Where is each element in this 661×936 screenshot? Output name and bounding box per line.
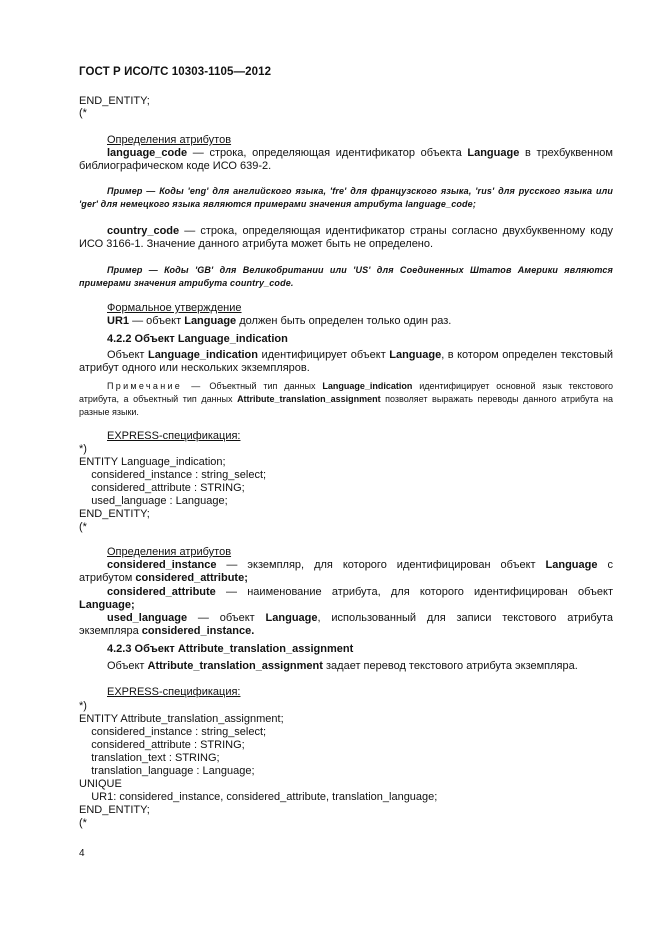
code-line: END_ENTITY; bbox=[79, 508, 150, 520]
definition-text: экземпляр, для которого идентифицирован объект bbox=[247, 559, 546, 571]
dash: — bbox=[216, 559, 248, 571]
code-line: (* bbox=[79, 521, 87, 533]
attr-name: used_language bbox=[107, 612, 188, 624]
code-line: translation_text : STRING; bbox=[79, 752, 220, 764]
attr-name: considered_attribute bbox=[107, 586, 216, 598]
entity-name: Language; bbox=[79, 599, 135, 611]
code-line: ENTITY Language_indication; bbox=[79, 456, 226, 468]
definition-text: в трехбуквенном библиографическом коде ИСО 639-2. bbox=[79, 147, 613, 172]
express-code-block-2 bbox=[79, 700, 437, 830]
dash: — bbox=[215, 586, 248, 598]
formal-statement-heading: Формальное утверждение bbox=[107, 302, 242, 314]
dash: — bbox=[187, 147, 210, 159]
note-paragraph bbox=[79, 380, 613, 419]
dash: — bbox=[187, 612, 220, 624]
attr-ref: considered_attribute; bbox=[135, 572, 248, 584]
attribute-definitions-heading-2: Определения атрибутов bbox=[107, 546, 232, 558]
code-line: translation_language : Language; bbox=[79, 765, 255, 777]
code-line: considered_attribute : STRING; bbox=[79, 739, 245, 751]
express-code-block bbox=[79, 443, 266, 534]
entity-name: Attribute_translation_assignment bbox=[237, 394, 381, 404]
considered-instance-definition bbox=[79, 559, 613, 585]
ur1-rule bbox=[107, 315, 451, 328]
language-code-definition bbox=[79, 147, 613, 173]
entity-name: Language_indication bbox=[147, 349, 258, 361]
code-line: considered_instance : string_select; bbox=[79, 726, 267, 738]
used-language-definition bbox=[79, 612, 613, 638]
example-text: Коды 'eng' для английского языка, 'fre' для французского языка, 'rus' для русского языка или 'ger' для немецкого языка являются примерами значения атрибута language_code; bbox=[79, 186, 613, 209]
paragraph-text: Объект bbox=[107, 660, 148, 672]
example-label: Пример — bbox=[107, 265, 158, 275]
paragraph-text: , в котором определен текстовый атрибут одного или нескольких экземпляров. bbox=[79, 349, 613, 374]
code-line: END_ENTITY; bbox=[79, 804, 150, 816]
example-1 bbox=[79, 185, 613, 211]
section-heading-4-2-3: 4.2.3 Объект Attribute_translation_assignment bbox=[107, 643, 354, 655]
entity-name: Language bbox=[389, 349, 442, 361]
attr-name: language_code bbox=[107, 147, 188, 159]
attribute-definitions-heading: Определения атрибутов bbox=[107, 134, 232, 146]
note-text: идентифицирует основной язык текстового атрибута, а объектный тип данных bbox=[79, 381, 613, 404]
attr-name: considered_instance bbox=[107, 559, 217, 571]
definition-text: с атрибутом bbox=[79, 559, 613, 584]
entity-name: Language_indication bbox=[322, 381, 413, 391]
language-indication-paragraph bbox=[79, 349, 613, 375]
section-heading-4-2-2: 4.2.2 Объект Language_indication bbox=[107, 333, 288, 345]
note-text: позволяет выражать переводы данного атрибута на разные языки. bbox=[79, 394, 614, 417]
express-spec-label-2: EXPRESS-спецификация: bbox=[107, 686, 241, 698]
code-line: *) bbox=[79, 700, 87, 712]
end-entity-line: END_ENTITY; bbox=[79, 95, 150, 107]
paragraph-text: идентифицирует объект bbox=[257, 349, 390, 361]
code-line: UNIQUE bbox=[79, 778, 122, 790]
entity-name: Language bbox=[184, 315, 237, 327]
attribute-translation-paragraph bbox=[107, 660, 578, 673]
entity-name: Language bbox=[265, 612, 318, 624]
code-line: UR1: considered_instance, considered_attribute, translation_language; bbox=[79, 791, 438, 803]
attr-ref: considered_instance. bbox=[141, 625, 255, 637]
entity-name: Attribute_translation_assignment bbox=[147, 660, 323, 672]
code-line: used_language : Language; bbox=[79, 495, 228, 507]
country-code-definition bbox=[79, 225, 613, 251]
comment-open-line: (* bbox=[79, 107, 87, 119]
dash: — bbox=[179, 225, 201, 237]
example-2 bbox=[79, 264, 613, 290]
page-header: ГОСТ Р ИСО/ТС 10303-1105—2012 bbox=[79, 66, 272, 78]
paragraph-text: Объект bbox=[107, 349, 148, 361]
code-line: ENTITY Attribute_translation_assignment; bbox=[79, 713, 284, 725]
rule-text: — объект bbox=[129, 315, 185, 327]
code-line: *) bbox=[79, 443, 87, 455]
entity-name: Language bbox=[545, 559, 598, 571]
attr-name: country_code bbox=[107, 225, 180, 237]
definition-text: , использованный для записи текстового атрибута экземпляра bbox=[79, 612, 614, 637]
example-text: Коды 'GB' для Великобритании или 'US' для Соединенных Штатов Америки являются примерами значения атрибута country_code. bbox=[79, 265, 613, 288]
rule-text: должен быть определен только один раз. bbox=[236, 315, 452, 327]
code-line: (* bbox=[79, 817, 87, 829]
definition-text: наименование атрибута, для которого идентифицирован объект bbox=[247, 586, 613, 598]
page-number: 4 bbox=[79, 848, 85, 859]
considered-attribute-definition bbox=[79, 586, 613, 612]
definition-text: объект bbox=[219, 612, 266, 624]
definition-text: строка, определяющая идентификатор объекта bbox=[209, 147, 468, 159]
note-text: Объектный тип данных bbox=[202, 381, 323, 391]
code-line: considered_attribute : STRING; bbox=[79, 482, 245, 494]
code-line: considered_instance : string_select; bbox=[79, 469, 267, 481]
example-label: Пример — bbox=[107, 186, 156, 196]
rule-name: UR1 bbox=[107, 315, 130, 327]
express-spec-label: EXPRESS-спецификация: bbox=[107, 430, 241, 442]
entity-name: Language bbox=[467, 147, 520, 159]
definition-text: строка, определяющая идентификатор страны согласно двухбуквенному коду ИСО 3166-1. Значение данного атрибута может быть не определено. bbox=[79, 225, 613, 250]
note-label: Примечание — bbox=[107, 381, 203, 391]
paragraph-text: задает перевод текстового атрибута экземпляра. bbox=[322, 660, 578, 672]
